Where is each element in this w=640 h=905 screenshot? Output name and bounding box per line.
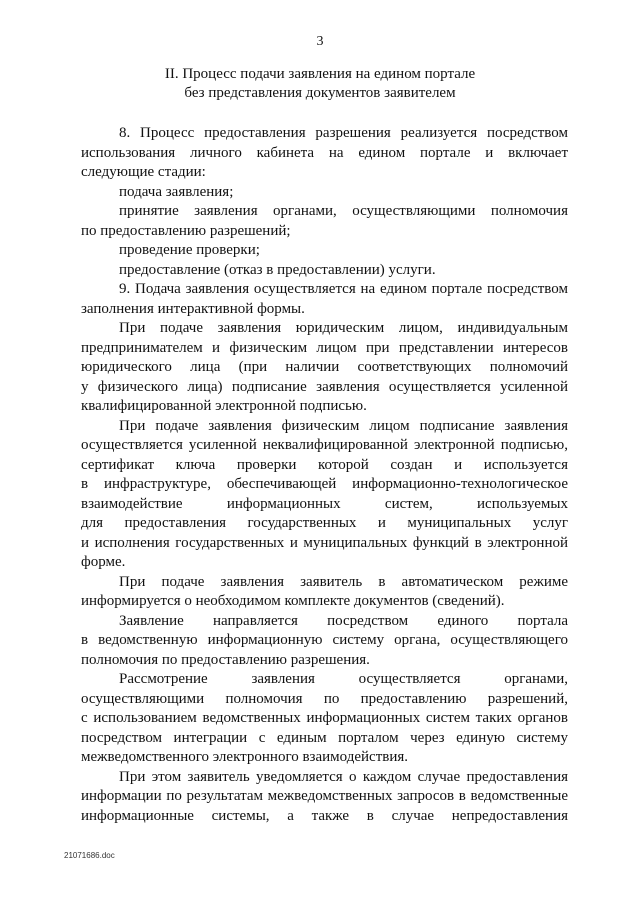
text-line: При подаче заявления заявитель в автоматическом режиме bbox=[119, 573, 568, 590]
text-line: использования личного кабинета на едином портале и включает bbox=[81, 144, 568, 161]
text-line: 8. Процесс предоставления разрешения реализуется посредством bbox=[119, 125, 568, 141]
text-line: взаимодействие информационных систем, используемых bbox=[81, 495, 568, 512]
text-line: информации по результатам межведомственных запросов в ведомственные bbox=[81, 788, 568, 804]
text-line: сертификат ключа проверки которой создан и используется bbox=[81, 456, 568, 473]
text-line: При этом заявитель уведомляется о каждом случае предоставления bbox=[119, 768, 568, 785]
text-line: форме. bbox=[81, 554, 126, 570]
file-name-footer: 21071686.doc bbox=[64, 851, 115, 860]
text-line: При подаче заявления юридическим лицом, индивидуальным bbox=[119, 320, 568, 336]
text-line: следующие стадии: bbox=[81, 164, 206, 180]
text-line: в инфраструктуре, обеспечивающей информационно-технологическое bbox=[81, 476, 568, 492]
text-line: При подаче заявления физическим лицом подписание заявления bbox=[119, 417, 568, 434]
text-line: полномочия по предоставлению разрешения. bbox=[81, 651, 370, 668]
text-line: с использованием ведомственных информационных систем таких органов bbox=[81, 710, 568, 726]
text-line: межведомственного электронного взаимодействия. bbox=[81, 749, 409, 765]
text-line: подача заявления; bbox=[119, 183, 234, 200]
text-line: и исполнения государственных и муниципальных функций в электронной bbox=[81, 534, 568, 551]
text-line: Рассмотрение заявления осуществляется органами, bbox=[119, 671, 568, 687]
text-line: информационные системы, а также в случае непредоставления bbox=[81, 807, 568, 824]
section-heading bbox=[80, 65, 560, 103]
text-line: Заявление направляется посредством единого портала bbox=[119, 612, 568, 629]
text-line: 9. Подача заявления осуществляется на едином портале посредством bbox=[119, 281, 568, 297]
text-line: заполнения интерактивной формы. bbox=[81, 300, 305, 317]
text-line: юридического лица (при наличии соответствующих полномочий bbox=[81, 359, 568, 375]
text-line: в ведомственную информационную систему органа, осуществляющего bbox=[81, 632, 568, 648]
section-heading-line-1: II. Процесс подачи заявления на едином портале bbox=[164, 66, 476, 82]
page-number: 3 bbox=[316, 34, 324, 49]
text-line: у физического лица) подписание заявления осуществляется усиленной bbox=[81, 378, 568, 395]
text-line: по предоставлению разрешений; bbox=[81, 222, 291, 239]
text-line: предпринимателем и физическим лицом при представлении интересов bbox=[81, 339, 568, 356]
body-text bbox=[81, 124, 568, 826]
text-line: посредством интеграции с единым порталом через единую систему bbox=[81, 729, 568, 746]
text-line: предоставление (отказ в предоставлении) услуги. bbox=[119, 261, 436, 278]
text-line: принятие заявления органами, осуществляющими полномочия bbox=[119, 203, 568, 219]
text-line: информируется о необходимом комплекте документов (сведений). bbox=[81, 593, 505, 609]
section-heading-line-2: без представления документов заявителем bbox=[184, 85, 456, 101]
text-line: осуществляющими полномочия по предоставлению разрешений, bbox=[81, 690, 568, 707]
text-line: проведение проверки; bbox=[119, 242, 260, 258]
text-line: квалифицированной электронной подписью. bbox=[81, 398, 367, 414]
text-line: осуществляется усиленной неквалифицированной электронной подписью, bbox=[81, 437, 568, 453]
text-line: для предоставления государственных и муниципальных услуг bbox=[81, 515, 568, 531]
